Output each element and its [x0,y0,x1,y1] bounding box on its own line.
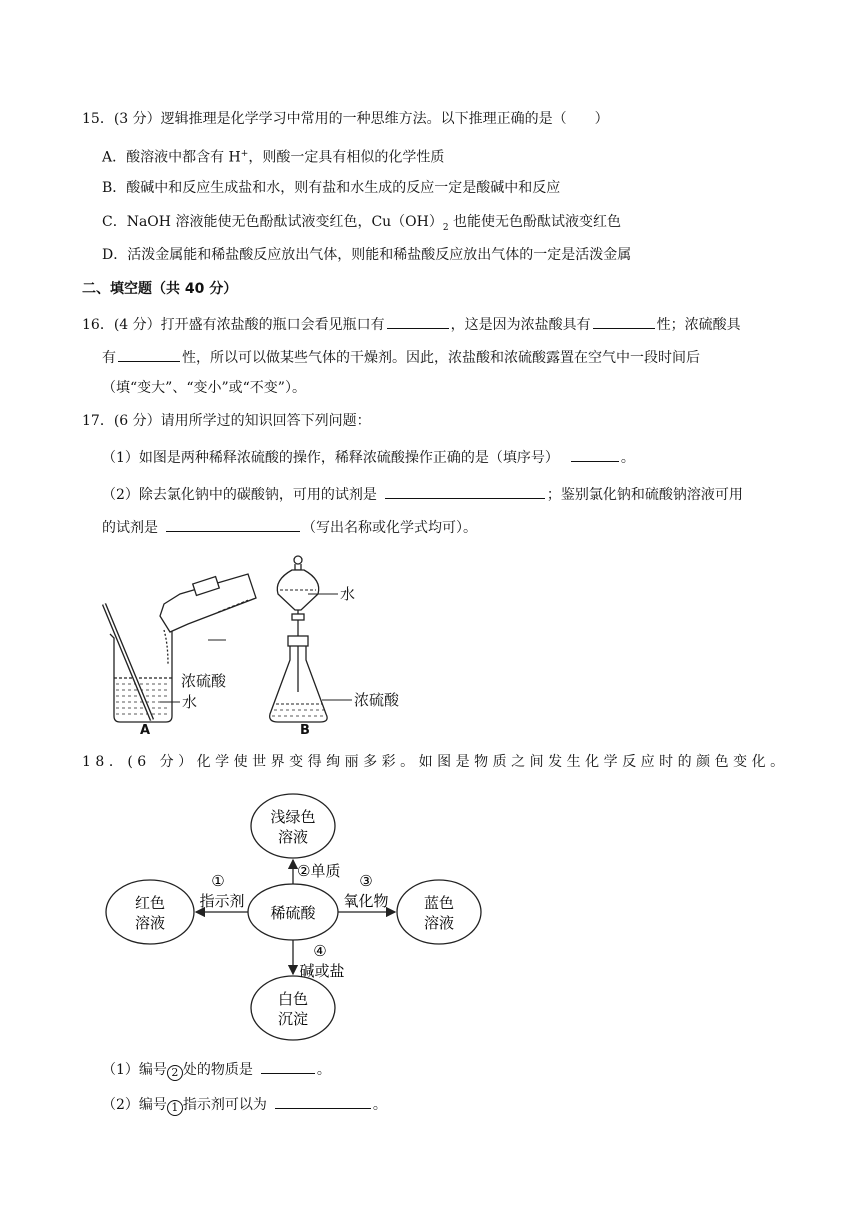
circled-number-1: 1 [167,1100,183,1116]
label-acid-a: 浓硫酸 [181,672,227,690]
q17-part2: （2）除去氯化钠中的碳酸钠，可用的试剂是 ；鉴别氯化钠和硫酸钠溶液可用 [102,483,743,504]
q17-blank-2[interactable] [385,483,545,499]
node-right-line2: 溶液 [423,914,455,932]
q18-blank-1[interactable] [261,1058,315,1074]
q17-stem: 17．(6 分）请用所学过的知识回答下列问题： [82,413,371,429]
glass-rod [104,604,152,720]
q18-part2: （2）编号 1 指示剂可以为 。 [102,1093,387,1116]
arrow-top-label: ②单质 [297,862,341,880]
q16-blank-2[interactable] [593,313,655,329]
arrow-bottom-label: 碱或盐 [299,962,345,980]
reagent-bottle [160,574,256,664]
label-water-b: 水 [340,585,356,603]
q16-line1: 16．(4 分）打开盛有浓盐酸的瓶口会看见瓶口有 ，这是因为浓盐酸具有 性；浓硫酸具 [82,313,741,334]
q17-part3: 的试剂是 （写出名称或化学式均可）。 [102,516,477,537]
node-top-line2: 溶液 [277,828,309,846]
node-bottom-line1: 白色 [277,990,309,1008]
q15-option-c: C．NaOH 溶液能使无色酚酞试液变红色，$Cu(OH)_2$ 也能使无色酚酞试液变红色 [102,214,622,233]
q15-option-a: A．酸溶液中都含有 H+，则酸一定具有相似的化学性质 [102,149,445,166]
label-a: A [140,723,151,738]
arrow-left-label: 指示剂 [199,892,245,910]
q17-blank-1[interactable] [571,446,619,462]
node-top-line1: 浅绿色 [270,808,316,826]
arrow-right-num: ③ [359,872,373,890]
q18-stem: 18．(6 分）化学使世界变得绚丽多彩。如图是物质之间发生化学反应时的颜色变化。 [82,754,789,770]
node-left-line1: 红色 [134,894,166,912]
node-right [397,880,481,944]
arrow-left-num: ① [211,872,225,890]
node-left [106,880,194,944]
q16-line2: 有 性，所以可以做某些气体的干燥剂。因此，浓盐酸和浓硫酸露置在空气中一段时间后 [102,346,700,367]
section-heading: 二、填空题（共 40 分） [82,281,238,297]
q17-part1: （1）如图是两种稀释浓硫酸的操作，稀释浓硫酸操作正确的是（填序号） 。 [102,446,635,467]
circled-number-2: 2 [167,1065,183,1081]
separatory-funnel [277,556,318,692]
q16-blank-1[interactable] [387,313,449,329]
arrow-right-label: 氧化物 [343,892,389,910]
q18-blank-2[interactable] [275,1093,371,1109]
label-acid-b: 浓硫酸 [354,691,400,709]
node-left-line2: 溶液 [134,914,166,932]
q17-blank-3[interactable] [166,516,300,532]
q16-line3: （填“变大”、“变小”或“不变”）。 [102,380,306,396]
q18-part1: （1）编号 2 处的物质是 。 [102,1058,331,1081]
q15-option-d: D．活泼金属能和稀盐酸反应放出气体，则能和稀盐酸反应放出气体的一定是活泼金属 [102,247,632,263]
label-water-a: 水 [182,693,198,711]
q15-option-b: B．酸碱中和反应生成盐和水，则有盐和水生成的反应一定是酸碱中和反应 [102,180,561,196]
node-center-label: 稀硫酸 [270,904,316,922]
q16-blank-3[interactable] [118,346,180,362]
node-bottom-line2: 沉淀 [277,1010,309,1028]
node-bottom [251,976,335,1040]
dilution-figure [98,552,418,738]
node-top [251,794,335,858]
q15-stem: 15．(3 分）逻辑推理是化学学习中常用的一种思维方法。以下推理正确的是（ ） [82,111,609,127]
node-right-line1: 蓝色 [423,894,455,912]
color-change-diagram [100,786,490,1046]
label-b: B [300,723,310,738]
arrow-bottom-num: ④ [313,942,327,960]
